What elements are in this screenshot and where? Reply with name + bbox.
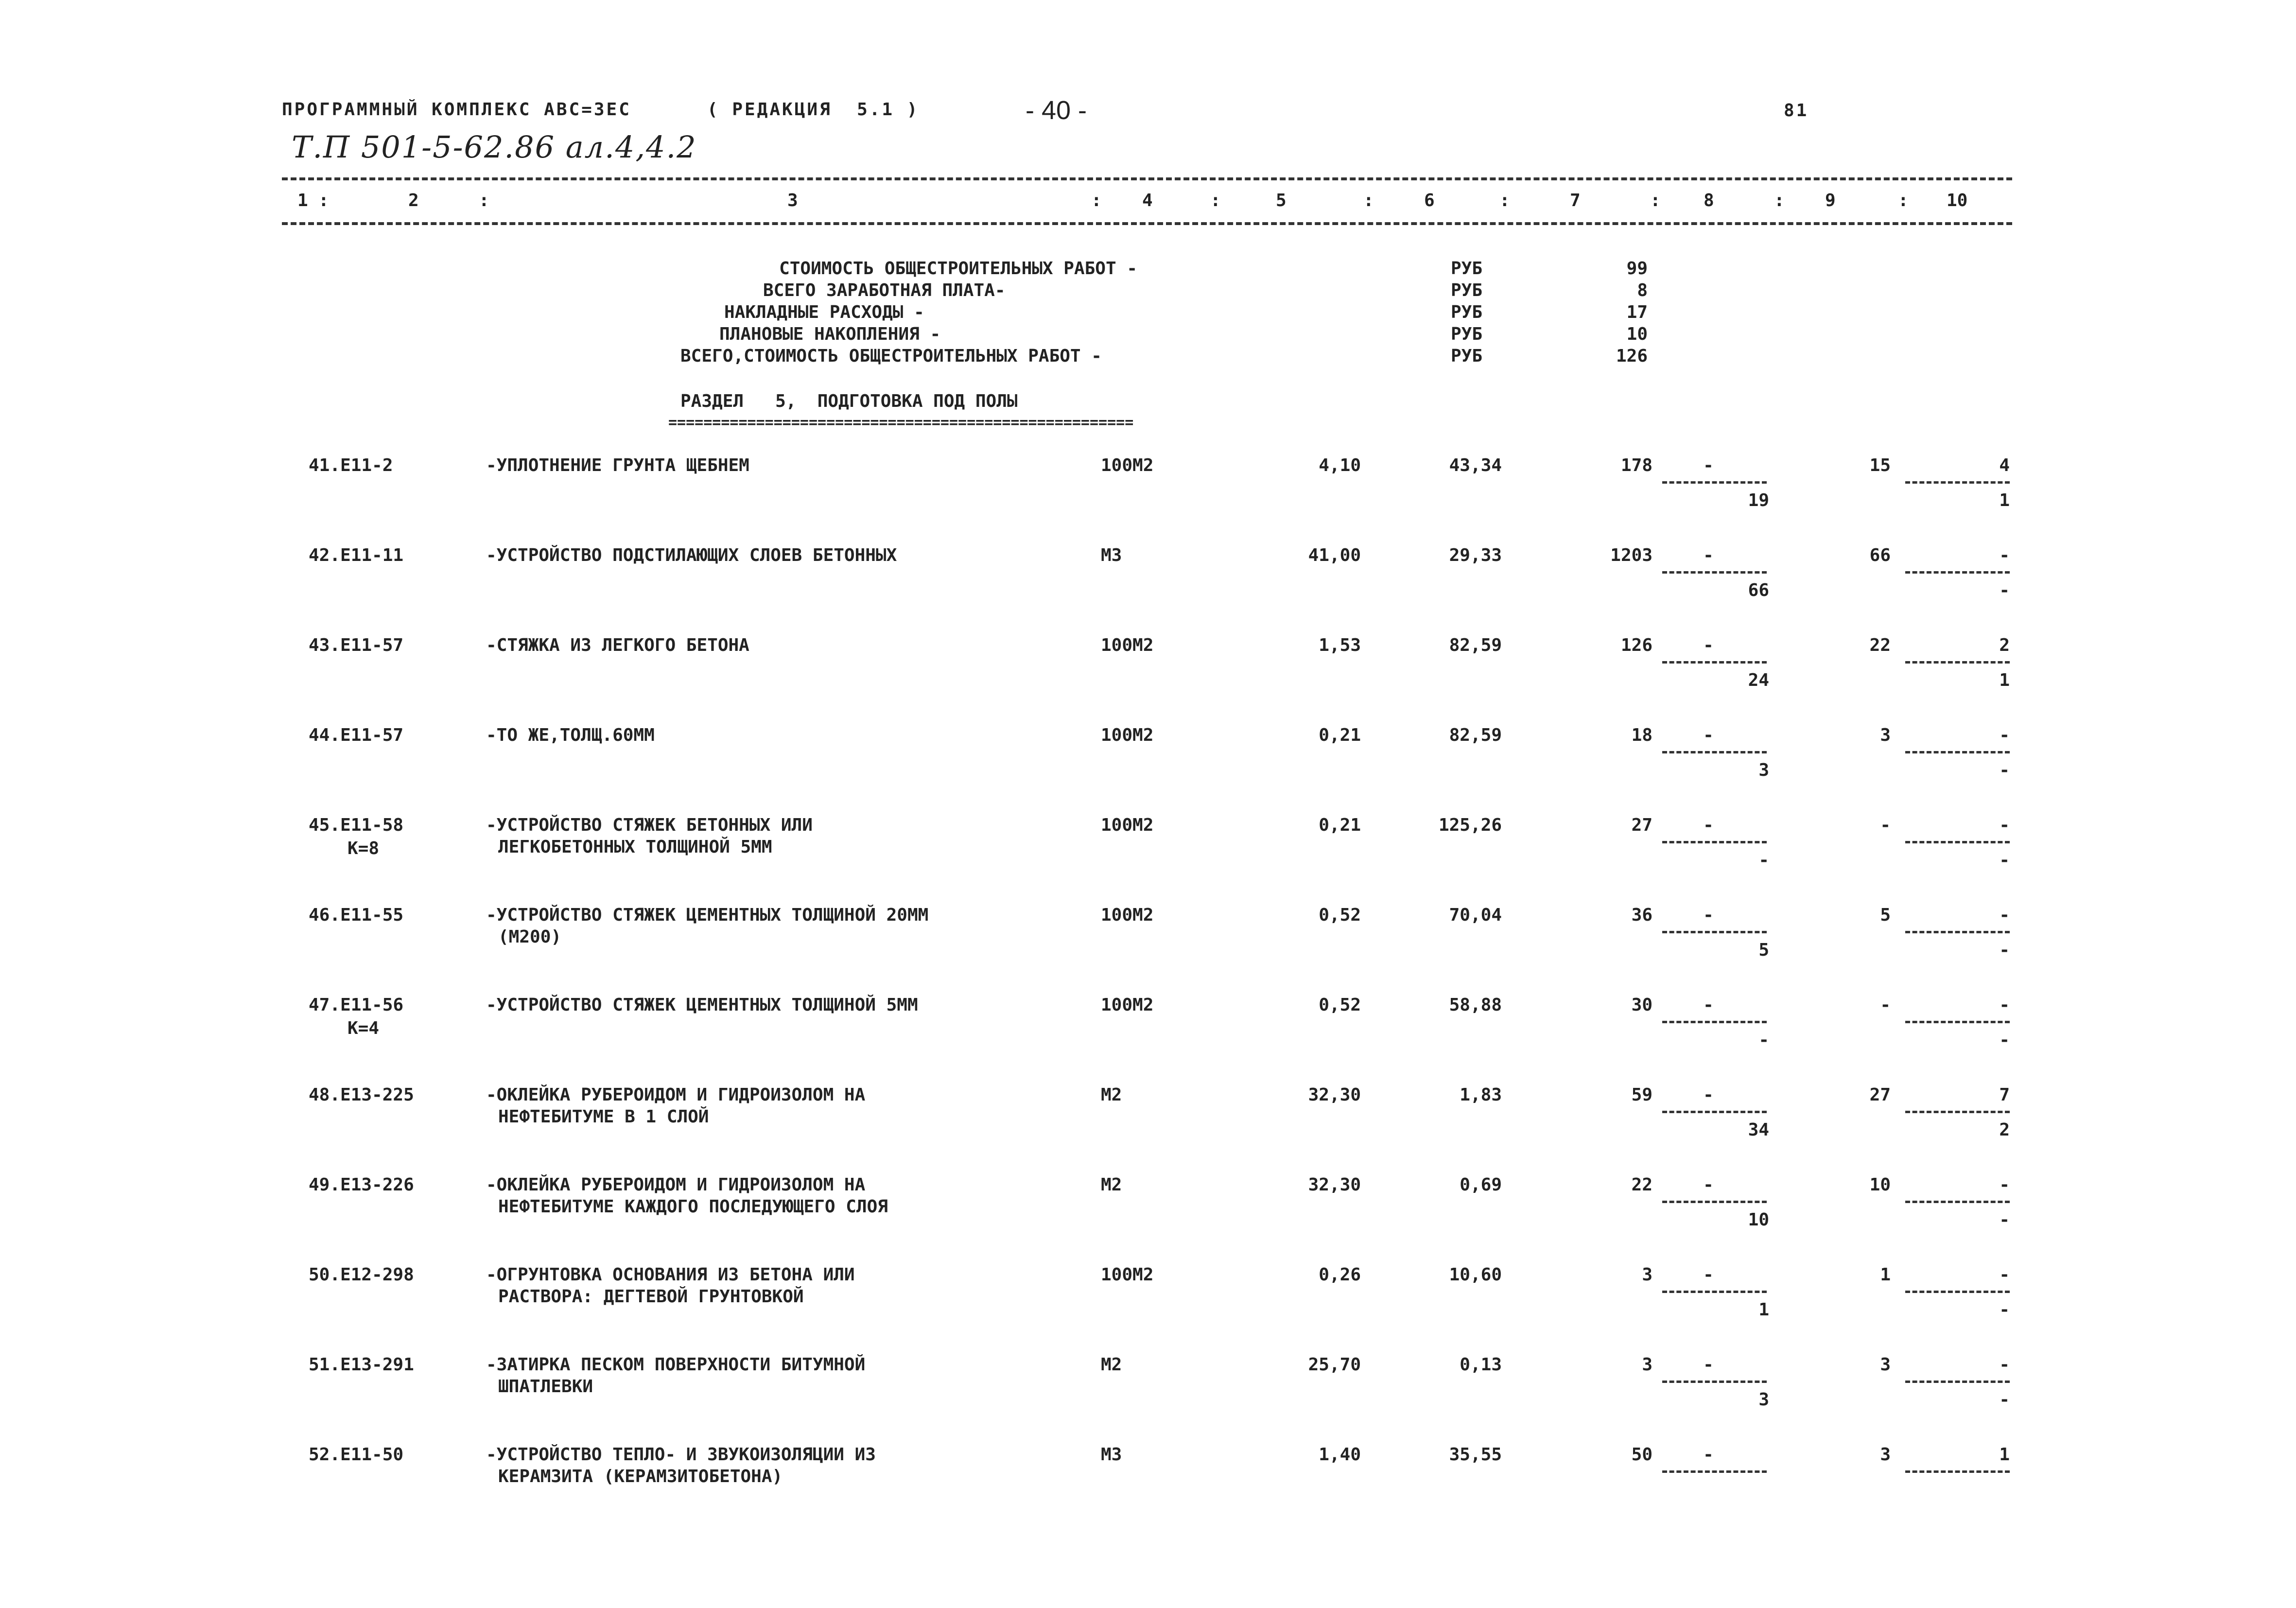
page-number: - 40 - [1026,96,1087,125]
col10-top: - [1999,1265,2010,1285]
item-price: 10,60 [1449,1265,1502,1285]
col9-value: 10 [1869,1175,1891,1195]
col-header-1: 1 [297,191,308,210]
item-price: 29,33 [1449,545,1502,565]
summary-value: 126 [1616,346,1648,366]
item-total: 3 [1642,1265,1652,1285]
col10-bottom: - [1999,1030,2010,1050]
col8-divider [1662,661,1767,664]
col10-divider [1905,1291,2010,1293]
col10-bottom: 1 [1999,490,2010,510]
col10-divider [1905,571,2010,574]
col10-divider [1905,751,2010,753]
col10-divider [1905,661,2010,664]
col-sep: : [479,191,489,210]
col10-bottom: 2 [1999,1120,2010,1140]
item-quantity: 25,70 [1308,1355,1361,1375]
item-description-line1: -ТО ЖЕ,ТОЛЩ.60ММ [486,725,655,745]
col10-divider [1905,1381,2010,1383]
item-total: 178 [1620,455,1652,475]
item-unit: М2 [1101,1355,1122,1375]
col10-bottom: - [1999,1210,2010,1230]
col9-value: 3 [1880,725,1891,745]
item-code: 45.Е11-58 [309,815,404,835]
item-description-line2: НЕФТЕБИТУМЕ В 1 СЛОЙ [498,1107,709,1127]
col8-divider [1662,1470,1767,1473]
item-code: 41.Е11-2 [309,455,393,475]
item-unit: М3 [1101,545,1122,565]
col10-divider [1905,1021,2010,1023]
summary-label: ПЛАНОВЫЕ НАКОПЛЕНИЯ - [719,324,941,344]
item-unit: 100М2 [1101,635,1154,655]
sheet-number: 81 [1784,101,1809,121]
item-description-line2: ШПАТЛЕВКИ [498,1377,593,1397]
summary-label: СТОИМОСТЬ ОБЩЕСТРОИТЕЛЬНЫХ РАБОТ - [779,259,1137,279]
col8-top: - [1703,905,1714,925]
item-unit: 100М2 [1101,1265,1154,1285]
col-header-10: 10 [1947,191,1968,210]
item-unit: 100М2 [1101,995,1154,1015]
summary-value: 8 [1637,280,1648,300]
col10-divider [1905,841,2010,843]
item-price: 35,55 [1449,1445,1502,1465]
col9-value: 5 [1880,905,1891,925]
item-description-line1: -ОКЛЕЙКА РУБЕРОИДОМ И ГИДРОИЗОЛОМ НА [486,1085,866,1105]
col9-value: 66 [1869,545,1891,565]
col9-value: 3 [1880,1355,1891,1375]
col10-top: - [1999,995,2010,1015]
col-header-6: 6 [1424,191,1435,210]
item-total: 27 [1631,815,1652,835]
item-code: 51.Е13-291 [309,1355,414,1375]
col10-top: - [1999,815,2010,835]
item-description-line1: -УСТРОЙСТВО СТЯЖЕК ЦЕМЕНТНЫХ ТОЛЩИНОЙ 5ММ [486,995,918,1015]
summary-value: 17 [1626,302,1648,322]
item-quantity: 32,30 [1308,1175,1361,1195]
col8-bottom: 34 [1748,1120,1769,1140]
item-description-line1: -СТЯЖКА ИЗ ЛЕГКОГО БЕТОНА [486,635,749,655]
col-header-9: 9 [1825,191,1836,210]
col-header-3: 3 [787,191,798,210]
item-price: 0,69 [1460,1175,1502,1195]
item-description-line1: -ЗАТИРКА ПЕСКОМ ПОВЕРХНОСТИ БИТУМНОЙ [486,1355,866,1375]
item-total: 59 [1631,1085,1652,1105]
col8-bottom: 24 [1748,670,1769,690]
item-code: 42.Е11-11 [309,545,404,565]
col8-top: - [1703,1175,1714,1195]
summary-unit: РУБ [1451,324,1483,344]
col10-top: - [1999,1355,2010,1375]
col8-divider [1662,1201,1767,1203]
item-coefficient: К=4 [348,1018,380,1038]
handwritten-reference: Т.П 501-5-62.86 ал.4,4.2 [292,129,697,165]
col8-bottom: 3 [1758,1390,1769,1410]
col10-top: 7 [1999,1085,2010,1105]
summary-unit: РУБ [1451,302,1483,322]
item-code: 48.Е13-225 [309,1085,414,1105]
item-quantity: 1,53 [1319,635,1361,655]
col-sep: : [1774,191,1785,210]
item-price: 70,04 [1449,905,1502,925]
col8-top: - [1703,995,1714,1015]
item-price: 1,83 [1460,1085,1502,1105]
item-quantity: 0,52 [1319,995,1361,1015]
item-coefficient: К=8 [348,839,380,858]
col8-bottom: - [1758,1030,1769,1050]
col8-top: - [1703,635,1714,655]
col10-divider [1905,931,2010,933]
item-price: 43,34 [1449,455,1502,475]
item-description-line2: РАСТВОРА: ДЕГТЕВОЙ ГРУНТОВКОЙ [498,1287,804,1307]
col8-bottom: 10 [1748,1210,1769,1230]
col10-top: - [1999,545,2010,565]
item-code: 44.Е11-57 [309,725,404,745]
item-description-line1: -ОГРУНТОВКА ОСНОВАНИЯ ИЗ БЕТОНА ИЛИ [486,1265,855,1285]
item-unit: М2 [1101,1085,1122,1105]
item-quantity: 0,21 [1319,815,1361,835]
col10-bottom: - [1999,850,2010,870]
item-code: 43.Е11-57 [309,635,404,655]
col9-value: 3 [1880,1445,1891,1465]
item-quantity: 4,10 [1319,455,1361,475]
item-description-line2: (М200) [498,927,562,947]
col10-top: - [1999,905,2010,925]
col10-divider [1905,1111,2010,1113]
col-sep: : [1650,191,1661,210]
col8-divider [1662,481,1767,484]
col8-divider [1662,571,1767,574]
item-unit: 100М2 [1101,455,1154,475]
item-description-line2: НЕФТЕБИТУМЕ КАЖДОГО ПОСЛЕДУЮЩЕГО СЛОЯ [498,1197,888,1217]
item-unit: 100М2 [1101,905,1154,925]
item-code: 47.Е11-56 [309,995,404,1015]
col10-top: 2 [1999,635,2010,655]
col10-divider [1905,1470,2010,1473]
col-sep: : [1363,191,1374,210]
col-header-5: 5 [1276,191,1287,210]
col8-divider [1662,841,1767,843]
col9-value: - [1880,815,1891,835]
item-total: 30 [1631,995,1652,1015]
col10-top: - [1999,1175,2010,1195]
item-quantity: 0,26 [1319,1265,1361,1285]
col9-value: 27 [1869,1085,1891,1105]
col9-value: 22 [1869,635,1891,655]
col-header-7: 7 [1570,191,1581,210]
summary-label: ВСЕГО ЗАРАБОТНАЯ ПЛАТА- [763,280,1006,300]
col10-bottom: - [1999,760,2010,780]
item-description-line1: -ОКЛЕЙКА РУБЕРОИДОМ И ГИДРОИЗОЛОМ НА [486,1175,866,1195]
col10-bottom: 1 [1999,670,2010,690]
summary-unit: РУБ [1451,346,1483,366]
item-price: 82,59 [1449,725,1502,745]
item-unit: М2 [1101,1175,1122,1195]
col8-divider [1662,751,1767,753]
col8-divider [1662,1381,1767,1383]
col-header-2: 2 [408,191,419,210]
item-total: 36 [1631,905,1652,925]
item-description-line1: -УСТРОЙСТВО ПОДСТИЛАЮЩИХ СЛОЕВ БЕТОННЫХ [486,545,897,565]
col10-bottom: - [1999,580,2010,600]
col10-bottom: - [1999,940,2010,960]
item-description-line1: -УСТРОЙСТВО СТЯЖЕК БЕТОННЫХ ИЛИ [486,815,813,835]
col-header-4: 4 [1142,191,1153,210]
item-quantity: 1,40 [1319,1445,1361,1465]
col10-top: 1 [1999,1445,2010,1465]
summary-unit: РУБ [1451,259,1483,279]
col8-bottom: - [1758,850,1769,870]
item-total: 1203 [1610,545,1652,565]
col-sep: : [1210,191,1221,210]
top-rule [282,177,2012,180]
item-code: 50.Е12-298 [309,1265,414,1285]
summary-label: НАКЛАДНЫЕ РАСХОДЫ - [724,302,924,322]
item-description-line2: ЛЕГКОБЕТОННЫХ ТОЛЩИНОЙ 5ММ [498,837,772,857]
col10-top: 4 [1999,455,2010,475]
item-total: 3 [1642,1355,1652,1375]
col-sep: : [1091,191,1102,210]
col8-top: - [1703,1085,1714,1105]
col-sep: : [1499,191,1510,210]
item-quantity: 0,52 [1319,905,1361,925]
col10-bottom: - [1999,1300,2010,1320]
section-title: РАЗДЕЛ 5, ПОДГОТОВКА ПОД ПОЛЫ [680,391,1018,411]
item-description-line1: -УСТРОЙСТВО ТЕПЛО- И ЗВУКОИЗОЛЯЦИИ ИЗ [486,1445,876,1465]
col8-divider [1662,931,1767,933]
program-title: ПРОГРАММНЫЙ КОМПЛЕКС АВС=3ЕС [282,100,631,120]
col8-bottom: 1 [1758,1300,1769,1320]
col8-top: - [1703,725,1714,745]
item-price: 82,59 [1449,635,1502,655]
item-code: 49.Е13-226 [309,1175,414,1195]
col10-bottom: - [1999,1390,2010,1410]
summary-value: 99 [1626,259,1648,279]
item-unit: 100М2 [1101,815,1154,835]
col8-top: - [1703,545,1714,565]
header-rule [282,222,2012,225]
item-code: 52.Е11-50 [309,1445,404,1465]
item-description-line1: -УСТРОЙСТВО СТЯЖЕК ЦЕМЕНТНЫХ ТОЛЩИНОЙ 20ММ [486,905,929,925]
summary-value: 10 [1626,324,1648,344]
col-sep: : [1898,191,1909,210]
col10-top: - [1999,725,2010,745]
item-total: 18 [1631,725,1652,745]
item-total: 126 [1620,635,1652,655]
col9-value: 15 [1869,455,1891,475]
col8-bottom: 66 [1748,580,1769,600]
col9-value: - [1880,995,1891,1015]
summary-unit: РУБ [1451,280,1483,300]
col8-bottom: 5 [1758,940,1769,960]
col8-top: - [1703,1265,1714,1285]
col-header-8: 8 [1704,191,1714,210]
col8-top: - [1703,455,1714,475]
col8-top: - [1703,1445,1714,1465]
col10-divider [1905,1201,2010,1203]
item-price: 0,13 [1460,1355,1502,1375]
item-unit: М3 [1101,1445,1122,1465]
item-quantity: 0,21 [1319,725,1361,745]
col8-top: - [1703,1355,1714,1375]
item-code: 46.Е11-55 [309,905,404,925]
col8-divider [1662,1111,1767,1113]
section-underline: ===================================================== [668,414,1134,431]
item-price: 58,88 [1449,995,1502,1015]
col8-bottom: 19 [1748,490,1769,510]
edition-label: ( РЕДАКЦИЯ 5.1 ) [707,100,920,120]
col8-bottom: 3 [1758,760,1769,780]
item-description-line2: КЕРАМЗИТА (КЕРАМЗИТОБЕТОНА) [498,1467,783,1486]
col-sep: : [318,191,329,210]
col10-divider [1905,481,2010,484]
col8-top: - [1703,815,1714,835]
item-total: 22 [1631,1175,1652,1195]
item-quantity: 41,00 [1308,545,1361,565]
item-description-line1: -УПЛОТНЕНИЕ ГРУНТА ЩЕБНЕМ [486,455,749,475]
item-unit: 100М2 [1101,725,1154,745]
item-price: 125,26 [1438,815,1502,835]
col9-value: 1 [1880,1265,1891,1285]
summary-label: ВСЕГО,СТОИМОСТЬ ОБЩЕСТРОИТЕЛЬНЫХ РАБОТ - [680,346,1102,366]
col8-divider [1662,1021,1767,1023]
item-quantity: 32,30 [1308,1085,1361,1105]
col8-divider [1662,1291,1767,1293]
item-total: 50 [1631,1445,1652,1465]
